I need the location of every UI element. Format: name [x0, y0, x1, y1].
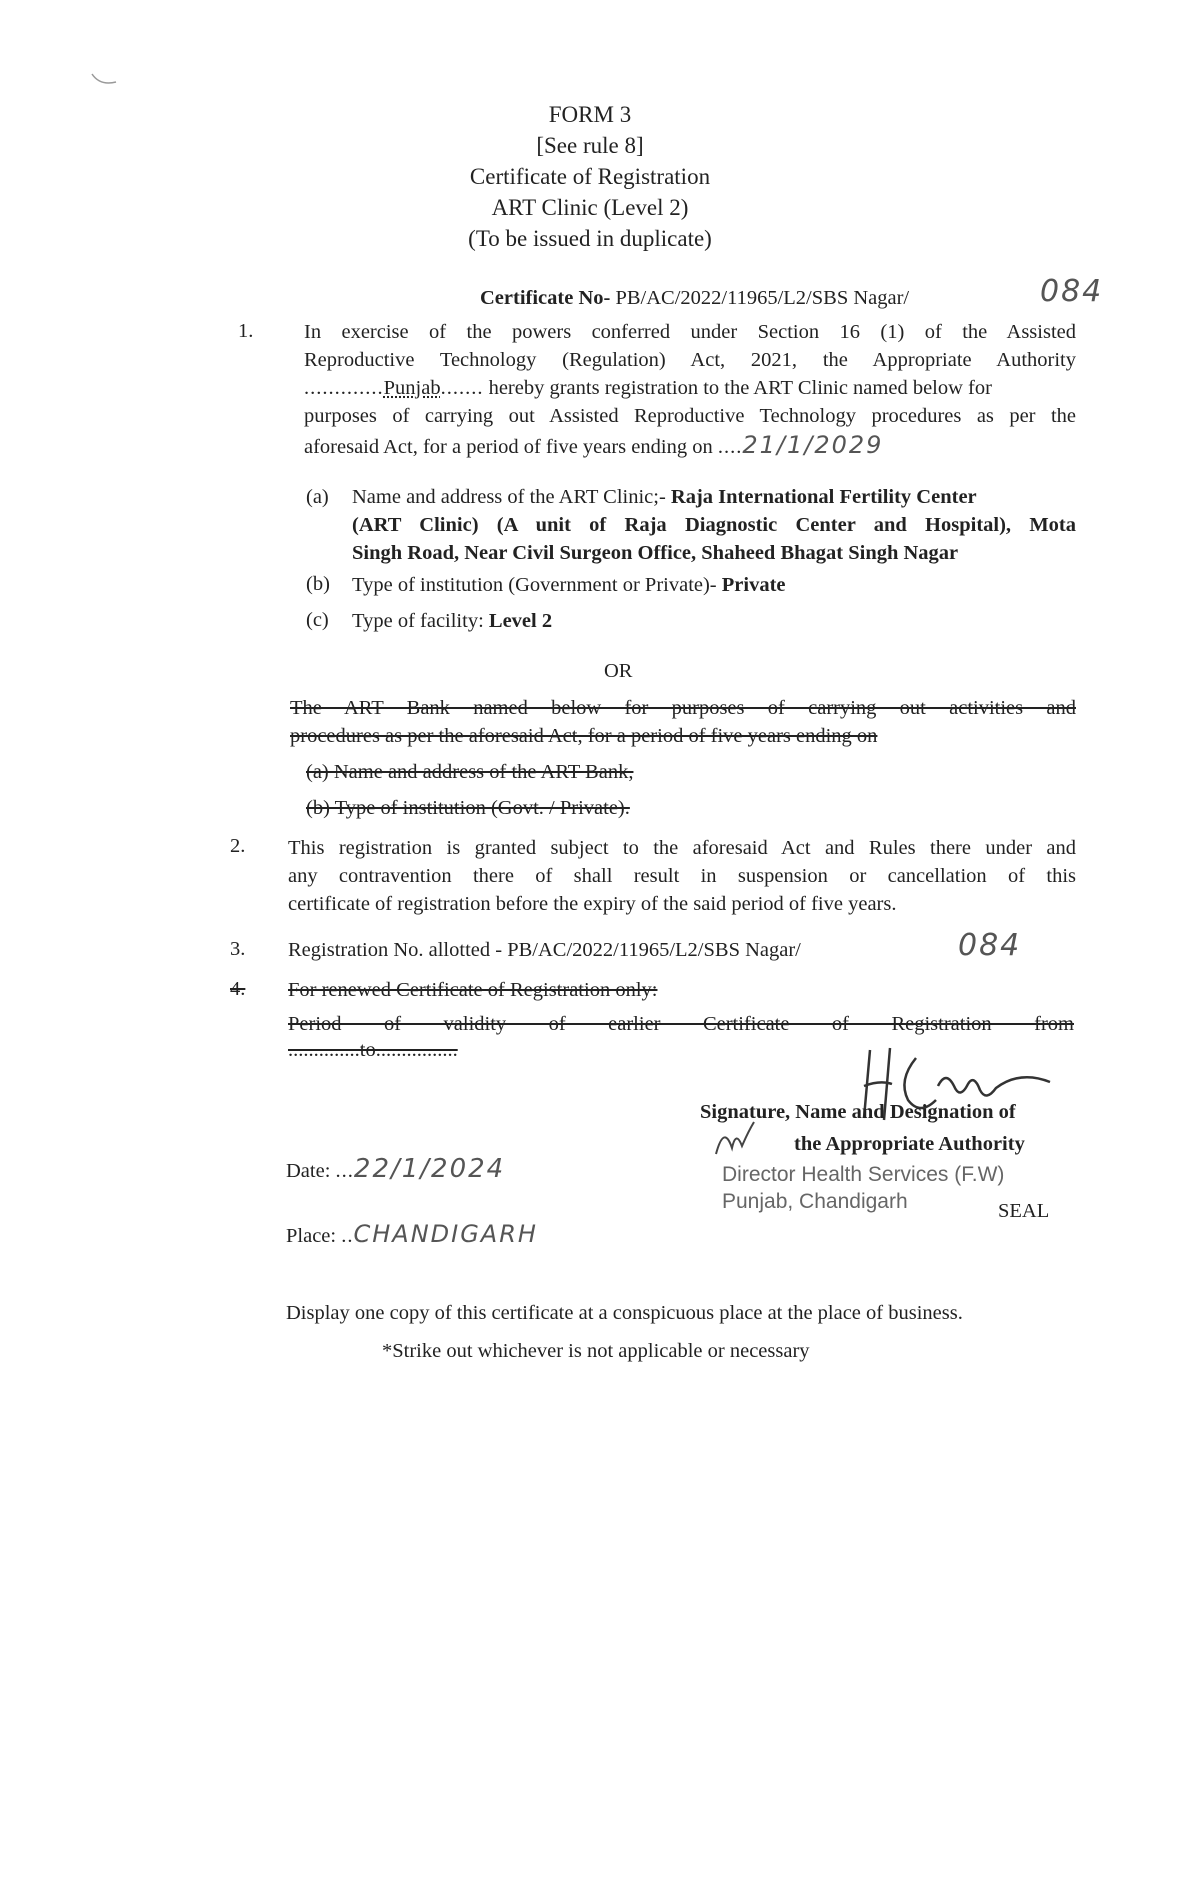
item1-line5	[304, 431, 883, 461]
authority-dots-after: .......	[440, 377, 484, 399]
detail-b-line	[352, 571, 786, 599]
item1-line5-text: aforesaid Act, for a period of five years ending on	[304, 436, 713, 458]
certificate-handwritten-number: 084	[1040, 274, 1104, 309]
detail-a-line1	[352, 483, 977, 511]
registration-number-line	[288, 936, 801, 964]
end-date-dots: ....	[717, 436, 743, 458]
detail-a-label: (a)	[306, 486, 329, 508]
signature-label-line2: the Appropriate Authority	[794, 1133, 1025, 1155]
stamp-line2: Punjab, Chandigarh	[722, 1190, 908, 1213]
certificate-number-label: Certificate No-	[480, 287, 611, 309]
item1-line4: purposes of carrying out Assisted Reproductive Technology procedures as per the	[304, 405, 1076, 427]
detail-a-text: Name and address of the ART Clinic;-	[352, 486, 666, 508]
item4-line2: Period of validity of earlier Certificate of Registration from	[288, 1013, 1074, 1035]
end-date-handwritten: 21/1/2029	[742, 431, 884, 459]
stamp-line1: Director Health Services (F.W)	[722, 1163, 1005, 1186]
item1-line3	[304, 374, 992, 402]
bank-line2: procedures as per the aforesaid Act, for a period of five years ending on	[290, 725, 878, 747]
place-handwritten: CHANDIGARH	[353, 1220, 538, 1248]
clinic-level-title: ART Clinic (Level 2)	[491, 195, 689, 220]
place-line	[286, 1220, 538, 1250]
item1-line1: In exercise of the powers conferred under Section 16 (1) of the Assisted	[304, 321, 1076, 343]
seal-label: SEAL	[998, 1200, 1050, 1222]
item3-number: 3.	[230, 938, 246, 960]
bank-line1: The ART Bank named below for purposes of carrying out activities and	[290, 697, 1076, 719]
detail-c-text: Type of facility:	[352, 610, 484, 632]
display-note: Display one copy of this certificate at a conspicuous place at the place of business.	[286, 1302, 963, 1324]
rule-reference: [See rule 8]	[536, 133, 644, 158]
clinic-name-line1: Raja International Fertility Center	[670, 486, 977, 508]
item2-line2: any contravention there of shall result in suspension or cancellation of this	[288, 865, 1076, 887]
detail-b-text: Type of institution (Government or Private)-	[352, 574, 717, 596]
certificate-title: Certificate of Registration	[469, 164, 711, 189]
registration-handwritten-number: 084	[958, 928, 1022, 963]
date-label: Date:	[286, 1160, 331, 1182]
item2-line3: certificate of registration before the expiry of the said period of five years.	[288, 893, 897, 915]
detail-c-line	[352, 607, 552, 635]
duplicate-note: (To be issued in duplicate)	[468, 226, 712, 251]
item1-number: 1.	[238, 320, 254, 342]
bank-item-a: (a) Name and address of the ART Bank,	[306, 761, 634, 783]
registration-number: PB/AC/2022/11965/L2/SBS Nagar/	[507, 939, 801, 961]
item1-line2: Reproductive Technology (Regulation) Act, 2021, the Appropriate Authority	[304, 349, 1076, 371]
authority-dots: .............	[304, 377, 384, 399]
place-label: Place:	[286, 1225, 337, 1247]
place-dots: ..	[341, 1225, 354, 1247]
item2-number: 2.	[230, 835, 246, 857]
detail-c-label: (c)	[306, 609, 329, 631]
item4-line1: For renewed Certificate of Registration only:	[288, 979, 658, 1001]
facility-type-value: Level 2	[488, 610, 553, 632]
signature-label-line1: Signature, Name and Designation of	[700, 1101, 1016, 1123]
item1-line3-rest: hereby grants registration to the ART Clinic named below for	[488, 377, 992, 399]
detail-b-label: (b)	[306, 573, 330, 595]
certificate-number-line	[480, 284, 909, 312]
date-handwritten: 22/1/2024	[353, 1154, 506, 1184]
item2-line1: This registration is granted subject to the aforesaid Act and Rules there under and	[288, 837, 1076, 859]
initial-mark	[712, 1118, 758, 1158]
item4-line3: ..............to................	[288, 1039, 458, 1061]
certificate-number: PB/AC/2022/11965/L2/SBS Nagar/	[615, 287, 910, 309]
registration-number-label: Registration No. allotted -	[288, 939, 503, 961]
date-dots: ...	[335, 1160, 354, 1182]
strike-out-note: *Strike out whichever is not applicable or necessary	[382, 1340, 810, 1362]
clinic-name-line3: Singh Road, Near Civil Surgeon Office, Shaheed Bhagat Singh Nagar	[352, 542, 959, 564]
date-line	[286, 1155, 505, 1185]
appropriate-authority-name: Punjab	[383, 377, 441, 399]
institution-type-value: Private	[721, 574, 786, 596]
or-divider: OR	[604, 660, 633, 682]
scan-mark	[90, 70, 120, 90]
clinic-name-line2: (ART Clinic) (A unit of Raja Diagnostic Center and Hospital), Mota	[352, 514, 1076, 536]
bank-item-b: (b) Type of institution (Govt. / Private).	[306, 797, 630, 819]
item4-number: 4.	[230, 978, 246, 1000]
form-title: FORM 3	[548, 102, 632, 127]
